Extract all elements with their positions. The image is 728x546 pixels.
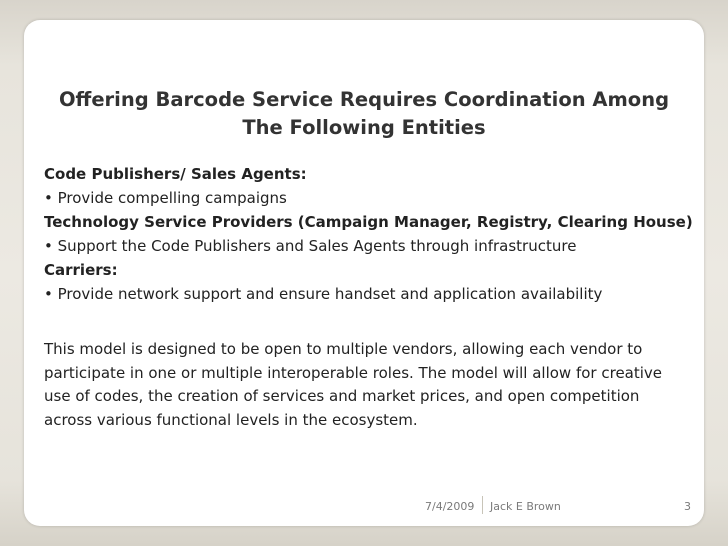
footer-page-number: 3 [684,500,691,513]
entity-bullet-code-publishers: • Provide compelling campaigns [44,189,287,207]
entity-bullet-carriers: • Provide network support and ensure handset and application availability [44,285,603,303]
entity-list [44,162,694,306]
entity-heading-code-publishers: Code Publishers/ Sales Agents: [44,165,307,183]
footer-author: Jack E Brown [490,500,561,513]
footer-divider [482,496,483,514]
model-description-paragraph: This model is designed to be open to multiple vendors, allowing each vendor to participate in one or multiple interoperable roles. The model will allow for creative use of codes, the creation of services and market prices, and open competition across various functional levels in the ecosystem. [44,340,663,429]
footer-date: 7/4/2009 [425,500,475,513]
entity-heading-carriers: Carriers: [44,261,118,279]
entity-bullet-tech-providers: • Support the Code Publishers and Sales Agents through infrastructure [44,237,577,255]
entity-heading-tech-providers: Technology Service Providers (Campaign Manager, Registry, Clearing House) [44,213,693,231]
slide-title: Offering Barcode Service Requires Coordination Among The Following Entities [58,88,670,139]
